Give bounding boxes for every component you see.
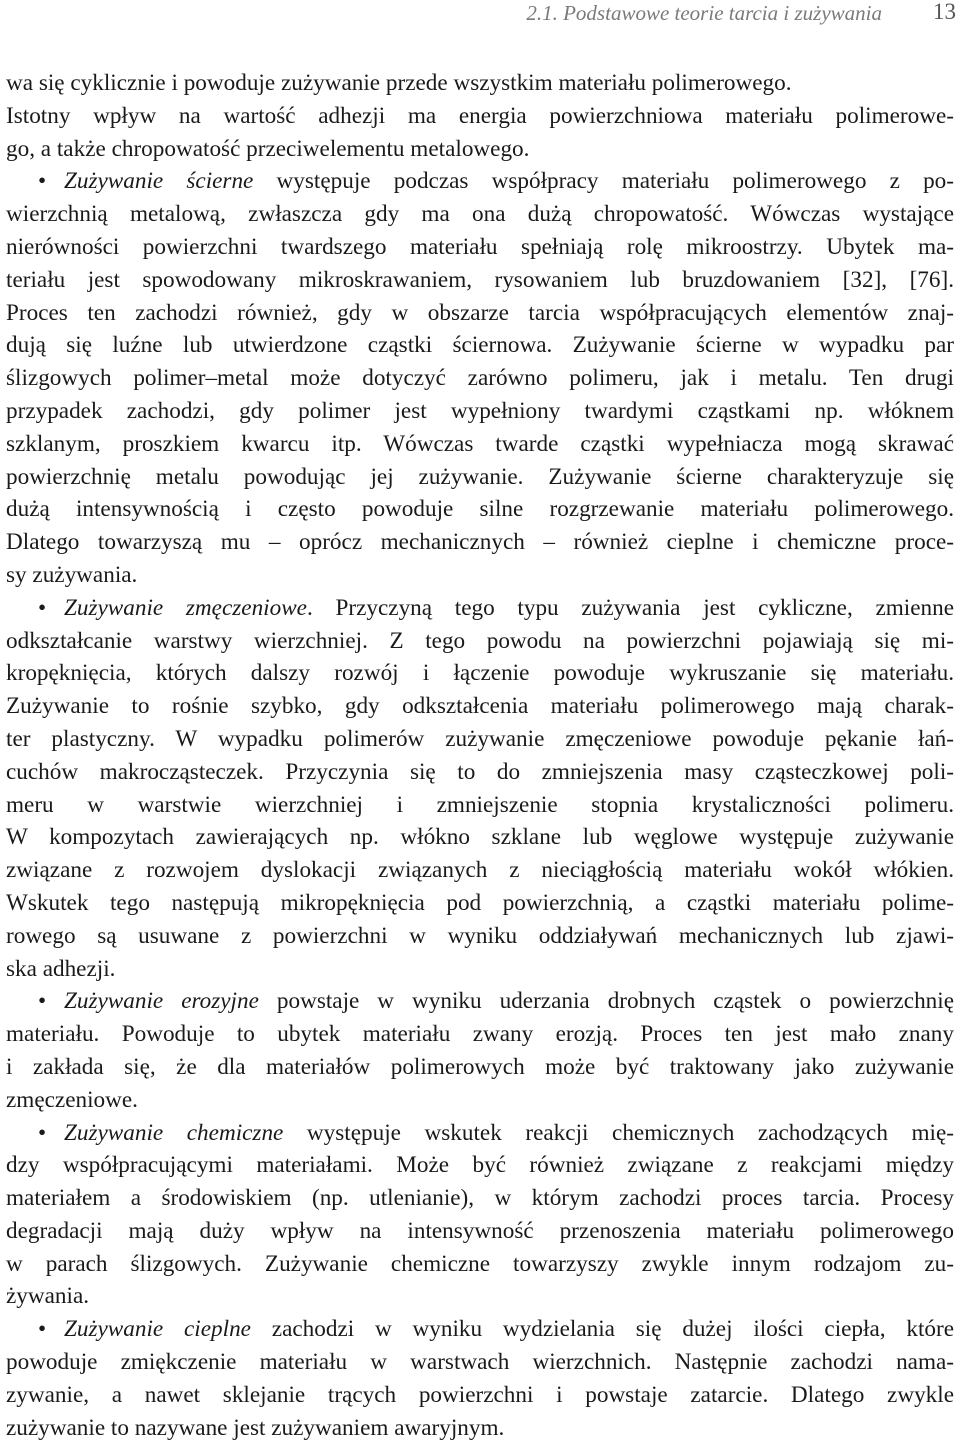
line-text: materiałem a środowiskiem (np. utlenianie), w którym zachodzi proces tarcia. Procesy [6,1185,954,1212]
bullet-marker: • [38,1316,47,1343]
line-text: . Przyczyną tego typu zużywania jest cykliczne, zmienne [306,594,954,621]
bullet-item-line [6,1117,954,1150]
line-text: zywanie, a nawet sklejanie trących powierzchni i powstaje zatarcie. Dlatego zwykle [6,1381,954,1408]
text-line [6,690,954,723]
text-line [6,297,954,330]
wear-type-term: Zużywanie cieplne [64,1316,251,1343]
line-text: wa się cyklicznie i powoduje zużywanie przede wszystkim materiału polimerowego. [6,70,792,96]
body-text [6,67,954,1444]
line-text: degradacji mają duży wpływ na intensywność przenoszenia materiału polimerowego [6,1217,954,1244]
text-line [6,1379,954,1412]
wear-type-term: Zużywanie erozyjne [64,988,259,1015]
line-text: powstaje w wyniku uderzania drobnych cząstek o powierzchnię [258,988,954,1015]
bullet-marker: • [38,988,47,1015]
line-text: powierzchnię metalu powodując jej zużywanie. Zużywanie ścierne charakteryzuje się [6,463,954,490]
line-text: rowego są usuwane z powierzchni w wyniku oddziaływań mechanicznych lub zjawi- [6,922,954,949]
text-line [6,854,954,887]
text-line [6,395,954,428]
text-line [6,756,954,789]
line-text: powoduje zmiękczenie materiału w warstwach wierzchnich. Następnie zachodzi nama- [6,1349,954,1376]
bullet-item-line [6,165,954,198]
line-text: Dlatego towarzyszą mu – oprócz mechanicznych – również cieplne i chemiczne proce- [6,529,954,556]
text-line [6,657,954,690]
line-text: meru w warstwie wierzchniej i zmniejszenie stopnia krystaliczności polimeru. [6,791,954,818]
text-line [6,133,954,166]
text-line [6,1149,954,1182]
line-text: Wskutek tego następują mikropęknięcia pod powierzchnią, a cząstki materiału polime- [6,889,954,916]
line-text: dują się luźne lub utwierdzone cząstki ściernowa. Zużywanie ścierne w wypadku par [6,332,954,359]
wear-type-term: Zużywanie ścierne [64,168,254,195]
line-text: go, a także chropowatość przeciwelementu metalowego. [6,135,530,162]
text-line [6,1412,954,1445]
line-text: nierówności powierzchni twardszego materiału spełniają rolę mikroostrzy. Ubytek ma- [6,233,954,260]
bullet-item-line [6,592,954,625]
text-line [6,1280,954,1313]
section-title: 2.1. Podstawowe teorie tarcia i zużywania [526,1,882,25]
text-line [6,526,954,559]
text-line [6,329,954,362]
text-line [6,789,954,822]
text-line [6,428,954,461]
text-line [6,493,954,526]
line-text: kropęknięcia, których dalszy rozwój i łączenie powoduje wykruszanie się materiału. [6,660,954,687]
line-text: związane z rozwojem dyslokacji związanych z nieciągłością materiału wokół włókien. [6,857,954,884]
line-text: W kompozytach zawierających np. włókno szklane lub węglowe występuje zużywanie [6,824,954,851]
line-text: występuje wskutek reakcji chemicznych zachodzących mię- [283,1119,954,1146]
running-header [0,0,960,28]
line-text: wierzchnią metalową, zwłaszcza gdy ma ona dużą chropowatość. Wówczas wystające [6,201,954,228]
line-text: cuchów makrocząsteczek. Przyczynia się to do zmniejszenia masy cząsteczkowej poli- [6,758,954,785]
line-text: odkształcanie warstwy wierzchniej. Z tego powodu na powierzchni pojawiają się mi- [6,627,954,654]
text-line [6,953,954,986]
text-line [6,1215,954,1248]
line-text: materiału. Powoduje to ubytek materiału zwany erozją. Proces ten jest mało znany [6,1021,954,1048]
line-text: występuje podczas współpracy materiału polimerowego z po- [253,168,954,195]
text-line [6,264,954,297]
text-line [6,625,954,658]
text-line [6,1346,954,1379]
line-text: ślizgowych polimer–metal może dotyczyć zarówno polimeru, jak i metalu. Ten drugi [6,365,954,392]
text-line [6,100,954,133]
line-text: zachodzi w wyniku wydzielania się dużej ilości ciepła, które [250,1316,954,1343]
bullet-marker: • [38,168,47,195]
bullet-marker: • [38,594,47,621]
text-line [6,231,954,264]
line-text: Proces ten zachodzi również, gdy w obszarze tarcia współpracujących elementów znaj- [6,299,954,326]
line-text: szklanym, proszkiem kwarcu itp. Wówczas twarde cząstki wypełniacza mogą skrawać [6,430,954,457]
text-line [6,821,954,854]
text-line [6,723,954,756]
wear-type-term: Zużywanie zmęczeniowe [64,594,307,621]
text-line [6,1051,954,1084]
text-line [6,362,954,395]
text-line [6,887,954,920]
line-text: zużywanie to nazywane jest zużywaniem awaryjnym. [6,1414,505,1441]
line-text: sy zużywania. [6,561,138,588]
text-line [6,1084,954,1117]
line-text: żywania. [6,1283,90,1310]
line-text: dzy współpracującymi materiałami. Może być również związane z reakcjami między [6,1152,954,1179]
line-text: przypadek zachodzi, gdy polimer jest wypełniony twardymi cząstkami np. włóknem [6,397,954,424]
line-text: w parach ślizgowych. Zużywanie chemiczne towarzyszy zwykle innym rodzajom zu- [6,1250,954,1277]
text-line [6,1182,954,1215]
line-text: dużą intensywnością i często powoduje silne rozgrzewanie materiału polimerowego. [6,496,954,523]
text-line [6,1018,954,1051]
text-line [6,1248,954,1281]
bullet-item-line [6,985,954,1018]
line-text: zmęczeniowe. [6,1086,138,1113]
text-line [6,559,954,592]
line-text: Istotny wpływ na wartość adhezji ma energia powierzchniowa materiału polimerowe- [6,102,954,129]
page-number: 13 [933,0,956,24]
line-text: Zużywanie to rośnie szybko, gdy odkształcenia materiału polimerowego mają charak- [6,693,954,720]
text-line [6,461,954,494]
text-line [6,67,954,100]
line-text: teriału jest spowodowany mikroskrawaniem, rysowaniem lub bruzdowaniem [32], [76]. [6,266,954,293]
line-text: ska adhezji. [6,955,116,982]
line-text: i zakłada się, że dla materiałów polimerowych może być traktowany jako zużywanie [6,1053,954,1080]
wear-type-term: Zużywanie chemiczne [64,1119,284,1146]
bullet-item-line [6,1313,954,1346]
text-line [6,198,954,231]
text-line [6,920,954,953]
bullet-marker: • [38,1119,47,1146]
line-text: ter plastyczny. W wypadku polimerów zużywanie zmęczeniowe powoduje pękanie łań- [6,725,954,752]
